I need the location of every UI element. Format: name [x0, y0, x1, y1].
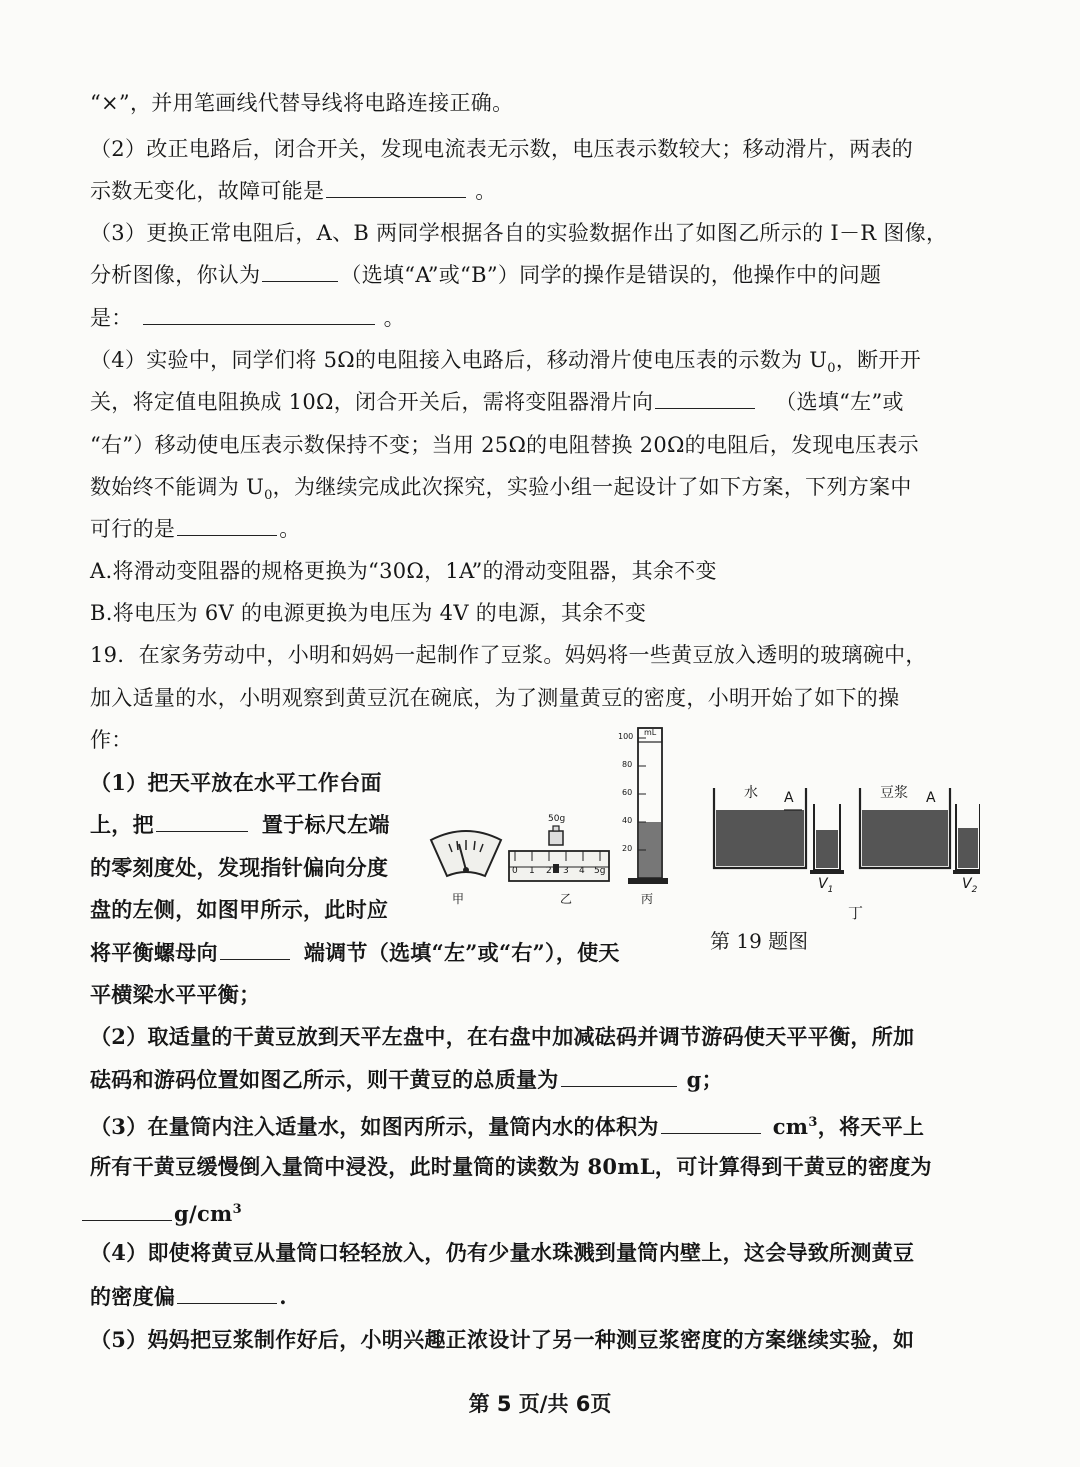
q4-text-1b: ，断开开 — [835, 348, 922, 372]
q3-line-1: （3）更换正常电阻后，A、B 两同学根据各自的实验数据作出了如图乙所示的 I－R 图像， — [90, 221, 948, 245]
s1-text-2: 上，把 — [90, 812, 154, 837]
q3-line-2 — [90, 260, 881, 290]
q4-text-1: （4）实验中，同学们将 5Ω的电阻接入电路后，移动滑片使电压表的示数为 U — [90, 348, 828, 372]
cylinder-tick-60: 60 — [622, 788, 633, 797]
q3-text-2: （选填“A”或“B”）同学的操作是错误的，他操作中的问题 — [340, 263, 882, 287]
label-bing: 丙 — [641, 892, 654, 906]
answer-blank-fault[interactable] — [326, 177, 466, 198]
q4-line-3: “右”）移动使电压表示数保持不变；当用 25Ω的电阻替换 20Ω的电阻后，发现电压表示 — [90, 433, 919, 457]
q2-text: 示数无变化，故障可能是 — [90, 179, 325, 203]
q4-text-4: 数始终不能调为 U — [90, 475, 265, 499]
answer-blank-mass[interactable] — [561, 1066, 677, 1087]
container-soymilk-fill — [862, 810, 948, 866]
cylinder-tick-40: 40 — [622, 816, 633, 825]
q4-line-4 — [90, 472, 912, 511]
answer-blank-volume[interactable] — [661, 1113, 761, 1134]
s1-text-5b: 端调节（选填“左”或“右”），使天 — [303, 940, 620, 965]
scale-tick-1: 1 — [529, 866, 535, 876]
q19-line-3: 作： — [90, 728, 133, 752]
label-ding: 丁 — [848, 904, 864, 922]
cylinder-tick-20: 20 — [622, 844, 633, 853]
s2-text-2: 砝码和游码位置如图乙所示，则干黄豆的总质量为 — [90, 1067, 559, 1092]
q3-text: 分析图像，你认为 — [90, 263, 261, 287]
v1-label: $V_1$ — [818, 876, 834, 895]
q4-text-5: 可行的是 — [90, 517, 176, 541]
weight-label: 50g — [548, 814, 566, 824]
q4-text-4b: ，为继续完成此次探究，实验小组一起设计了如下方案，下列方案中 — [272, 475, 912, 499]
cylinder-tick-80: 80 — [622, 760, 633, 769]
s1-line-5 — [90, 938, 620, 968]
cylinder-unit: mL — [644, 728, 657, 737]
scale-tick-5: 5g — [594, 866, 606, 876]
q3-end: 。 — [383, 306, 405, 330]
s3-line-2: 所有干黄豆缓慢倒入量筒中浸没，此时量筒的读数为 80mL，可计算得到干黄豆的密度为 — [90, 1154, 932, 1179]
figure-bing-cylinder — [618, 724, 668, 888]
q4-line-2 — [90, 387, 904, 417]
s4-line-2 — [90, 1282, 287, 1312]
s3-density-sup: 3 — [232, 1202, 242, 1217]
option-a: A.将滑动变阻器的规格更换为“30Ω，1A”的滑动变阻器，其余不变 — [90, 559, 717, 583]
figure-yi-scale — [505, 815, 613, 887]
scale-tick-0: 0 — [512, 866, 518, 876]
container-water-label: 水 — [744, 785, 758, 801]
q4-line-1 — [90, 345, 921, 384]
option-b: B.将电压为 6V 的电源更换为电压为 4V 的电源，其余不变 — [90, 601, 647, 625]
s1-line-2 — [90, 810, 390, 840]
answer-blank-problem[interactable] — [143, 304, 375, 325]
s2-unit: g； — [686, 1067, 723, 1092]
label-yi: 乙 — [560, 892, 573, 906]
container-water-fill — [716, 810, 804, 866]
mark-a-2: A — [926, 790, 936, 806]
answer-blank-bias[interactable] — [177, 1283, 277, 1304]
scale-tick-4: 4 — [579, 866, 585, 876]
q4-end: 。 — [279, 517, 301, 541]
scale-tick-2: 2 — [546, 866, 552, 876]
s1-line-6: 平横梁水平平衡； — [90, 982, 261, 1007]
s4-line-1: （4）即使将黄豆从量筒口轻轻放入，仍有少量水珠溅到量筒内壁上，这会导致所测黄豆 — [90, 1240, 915, 1265]
v2-label: $V_2$ — [962, 876, 978, 895]
figure-caption: 第 19 题图 — [710, 929, 809, 953]
cylinder-tick-100: 100 — [618, 732, 634, 741]
s4-text-2: 的密度偏 — [90, 1284, 176, 1309]
s3-line-3 — [90, 1195, 242, 1229]
s2-line-2 — [90, 1065, 723, 1095]
s3-unit-sup: 3 — [808, 1115, 818, 1130]
s1-text-5: 将平衡螺母向 — [90, 940, 218, 965]
q4-sub-4: 0 — [264, 488, 273, 504]
container-soymilk-label: 豆浆 — [880, 785, 908, 801]
q19-line-2: 加入适量的水，小明观察到黄豆沉在碗底，为了测量黄豆的密度，小明开始了如下的操 — [90, 686, 900, 710]
q19-line-1: 19．在家务劳动中，小明和妈妈一起制作了豆浆。妈妈将一些黄豆放入透明的玻璃碗中， — [90, 643, 927, 667]
mark-a-1: A — [784, 790, 794, 806]
q4-text-2b: （选填“左”或 — [775, 390, 904, 414]
q4-sub-1: 0 — [827, 361, 836, 377]
q2-end: 。 — [475, 179, 497, 203]
answer-blank-nut-direction[interactable] — [220, 939, 290, 960]
answer-blank-density[interactable] — [82, 1200, 172, 1221]
weight-icon — [549, 831, 563, 845]
q3-text-3: 是： — [90, 306, 133, 330]
line-instruction: “×”，并用笔画线代替导线将电路连接正确。 — [90, 91, 514, 115]
s5-line-1: （5）妈妈把豆浆制作好后，小明兴趣正浓设计了另一种测豆浆密度的方案继续实验，如 — [90, 1327, 915, 1352]
s3-line-1 — [90, 1108, 924, 1142]
answer-blank-direction[interactable] — [655, 388, 755, 409]
scale-tick-3: 3 — [563, 866, 569, 876]
figure-jia-balance-dial — [425, 826, 507, 886]
s4-end: . — [279, 1284, 287, 1309]
s1-line-4: 盘的左侧，如图甲所示，此时应 — [90, 897, 389, 922]
s3-text-1b: ，将天平上 — [817, 1114, 925, 1139]
answer-blank-rider[interactable] — [156, 811, 248, 832]
s1-line-1: （1）把天平放在水平工作台面 — [90, 770, 382, 795]
q4-text-2: 关，将定值电阻换成 10Ω，闭合开关后，需将变阻器滑片向 — [90, 390, 654, 414]
s3-unit: cm — [772, 1114, 809, 1139]
label-jia: 甲 — [452, 892, 465, 906]
s1-line-3: 的零刻度处，发现指针偏向分度 — [90, 855, 389, 880]
q3-line-3 — [90, 303, 405, 333]
s2-line-1: （2）取适量的干黄豆放到天平左盘中，在右盘中加减砝码并调节游码使天平平衡，所加 — [90, 1024, 915, 1049]
q2-line-1: （2）改正电路后，闭合开关，发现电流表无示数，电压表示数较大；移动滑片，两表的 — [90, 137, 914, 161]
q2-line-2 — [90, 176, 497, 206]
answer-blank-plan[interactable] — [177, 515, 277, 536]
answer-blank-student[interactable] — [262, 261, 338, 282]
s3-text-1: （3）在量筒内注入适量水，如图丙所示，量筒内水的体积为 — [90, 1114, 659, 1139]
s1-text-2b: 置于标尺左端 — [261, 812, 390, 837]
q4-line-5 — [90, 514, 301, 544]
page-footer: 第 5 页/共 6页 — [468, 1392, 612, 1416]
s3-density-unit: g/cm — [174, 1201, 233, 1226]
